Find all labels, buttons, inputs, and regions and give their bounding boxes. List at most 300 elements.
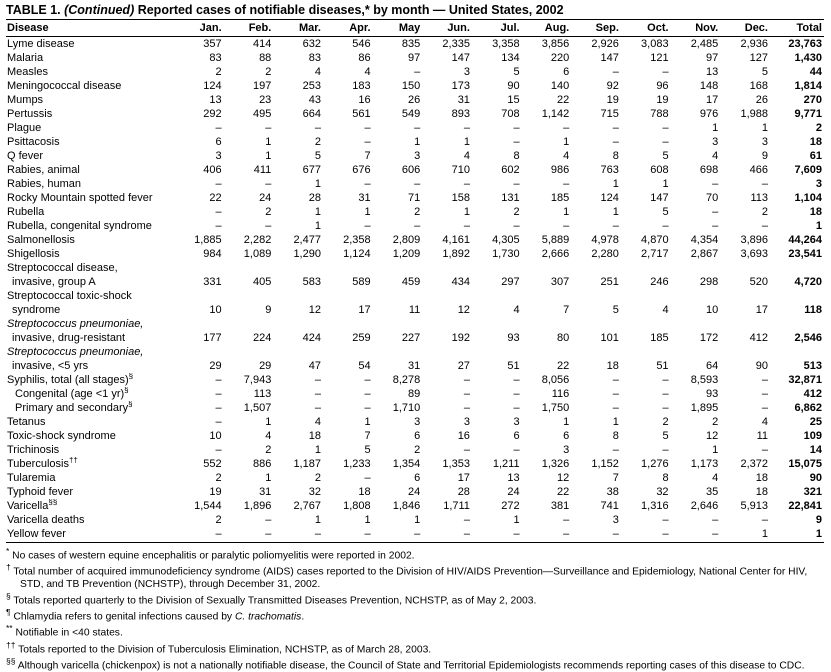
footnote-italic-term: C. trachomatis — [234, 611, 302, 623]
month-value: 86 — [358, 52, 371, 64]
month-value: 2,767 — [293, 500, 321, 512]
month-value: 15 — [507, 94, 520, 106]
month-value: – — [662, 444, 669, 456]
col-header-total: Total — [770, 20, 824, 37]
disease-label-line2: Q fever — [7, 150, 44, 162]
month-value: 2 — [215, 514, 222, 526]
month-value: 26 — [755, 94, 768, 106]
month-value: 10 — [209, 430, 222, 442]
month-value: 2 — [314, 136, 321, 148]
month-value: 89 — [408, 388, 421, 400]
month-value: 13 — [209, 94, 222, 106]
disease-label — [6, 191, 174, 205]
month-value: – — [662, 388, 669, 400]
month-value: – — [662, 122, 669, 134]
total-value: 412 — [803, 388, 822, 400]
month-value: 90 — [755, 360, 768, 372]
table-row — [6, 485, 824, 499]
month-value: – — [215, 388, 222, 400]
month-value: – — [563, 514, 570, 526]
month-value: 1,892 — [442, 248, 470, 260]
month-value: 150 — [401, 80, 421, 92]
month-value: – — [414, 66, 421, 78]
disease-label — [6, 177, 174, 191]
month-value: – — [612, 66, 619, 78]
month-value: 127 — [749, 52, 768, 64]
total-value: 23,763 — [788, 38, 822, 50]
month-value: 2 — [414, 206, 421, 218]
total-value: 513 — [803, 360, 822, 372]
col-header-jun: Jun. — [422, 20, 472, 37]
month-value: 11 — [756, 430, 768, 442]
month-value: 1,750 — [541, 402, 570, 414]
month-value: 1 — [563, 206, 570, 218]
month-value: 1,507 — [243, 402, 272, 414]
footnote: § Totals reported quarterly to the Division of Sexually Transmitted Diseases Prevention, NCHSTP, as of May 2, 2003. — [6, 590, 537, 606]
month-value: 22 — [557, 360, 570, 372]
table-row — [6, 289, 824, 317]
month-value: 1,142 — [541, 108, 570, 120]
month-value: 1,710 — [392, 402, 421, 414]
month-value: 19 — [606, 94, 619, 106]
month-value: 31 — [408, 360, 421, 372]
col-header-jul: Jul. — [472, 20, 522, 37]
table-row — [6, 429, 824, 443]
month-value: – — [571, 527, 621, 543]
month-value: 1,089 — [243, 248, 272, 260]
month-value: 32 — [656, 486, 669, 498]
total-value: 44 — [809, 66, 822, 78]
month-value: 5 — [364, 444, 371, 456]
month-value: 1 — [712, 444, 719, 456]
month-value: – — [463, 122, 470, 134]
month-value: 12 — [705, 430, 719, 442]
month-value: – — [463, 178, 470, 190]
month-value: 10 — [705, 304, 719, 316]
month-value: 835 — [401, 38, 421, 50]
month-value: 1,711 — [443, 500, 470, 512]
disease-label-line1: Streptococcus pneumoniae, — [7, 318, 144, 330]
month-value: – — [513, 136, 520, 148]
month-value: 28 — [308, 192, 321, 204]
month-value: 2,867 — [690, 248, 719, 260]
disease-label — [6, 471, 174, 485]
table-row — [6, 233, 824, 247]
month-value: – — [215, 178, 222, 190]
month-value: – — [265, 220, 272, 232]
disease-label — [6, 135, 174, 149]
month-value: 18 — [755, 486, 768, 498]
disease-label — [6, 219, 174, 233]
table-row — [6, 345, 824, 373]
month-value: 2,926 — [591, 38, 619, 50]
disease-label — [6, 345, 174, 373]
month-value: 192 — [451, 332, 470, 344]
col-header-aug: Aug. — [522, 20, 572, 37]
footnote: ** Notifiable in <40 states. — [6, 623, 123, 639]
month-value: – — [273, 527, 323, 543]
month-value: – — [513, 388, 520, 400]
month-value: 172 — [699, 332, 719, 344]
total-value: 109 — [803, 430, 822, 442]
table-row — [6, 177, 824, 191]
month-value: 64 — [705, 360, 719, 372]
disease-label-line2: Yellow fever — [7, 528, 66, 540]
total-value: 23,541 — [788, 248, 822, 260]
table-row — [6, 443, 824, 457]
table-row — [6, 401, 824, 415]
month-value: 3,693 — [740, 248, 768, 260]
disease-label-line1: Streptococcal toxic-shock — [7, 290, 132, 302]
disease-label — [6, 79, 174, 93]
month-value: 5 — [513, 66, 520, 78]
month-value: 602 — [501, 164, 520, 176]
month-value: 83 — [209, 52, 222, 64]
disease-label — [6, 51, 174, 65]
month-value: – — [612, 402, 619, 414]
month-value: – — [712, 220, 719, 232]
month-value: 3 — [612, 514, 619, 526]
month-value: – — [761, 220, 768, 232]
month-value: 520 — [749, 276, 768, 288]
month-value: 54 — [358, 360, 371, 372]
month-value: 4 — [662, 304, 669, 316]
header-row — [6, 20, 824, 37]
month-value: – — [215, 416, 222, 428]
total-value: 118 — [804, 304, 822, 316]
month-value: – — [761, 402, 768, 414]
month-value: – — [612, 136, 619, 148]
month-value: – — [612, 444, 619, 456]
month-value: 80 — [557, 332, 570, 344]
month-value: 7 — [612, 472, 619, 484]
disease-label — [6, 373, 174, 387]
month-value: 1,353 — [442, 458, 470, 470]
month-value: 788 — [650, 108, 669, 120]
month-value: 31 — [259, 486, 272, 498]
table-row — [6, 65, 824, 79]
month-value: 17 — [358, 304, 371, 316]
table-row — [6, 79, 824, 93]
table-row — [6, 37, 824, 52]
month-value: – — [761, 444, 768, 456]
table-row — [6, 107, 824, 121]
month-value: 17 — [755, 304, 768, 316]
month-value: 2,280 — [591, 248, 619, 260]
month-value: 97 — [408, 52, 421, 64]
month-value: 4,870 — [641, 234, 669, 246]
month-value: 5 — [662, 150, 669, 162]
month-value: 2,477 — [293, 234, 321, 246]
month-value: 7,943 — [243, 374, 272, 386]
month-value: 168 — [749, 80, 768, 92]
col-header-nov: Nov. — [671, 20, 721, 37]
disease-label — [6, 37, 174, 52]
total-value: 61 — [809, 150, 822, 162]
month-value: 986 — [550, 164, 570, 176]
month-value: 18 — [308, 430, 321, 442]
month-value: 886 — [252, 458, 272, 470]
month-value: – — [612, 122, 619, 134]
month-value: 1,354 — [392, 458, 421, 470]
month-value: 331 — [203, 276, 222, 288]
month-value: 253 — [302, 80, 321, 92]
month-value: 1,152 — [591, 458, 619, 470]
month-value: – — [612, 388, 619, 400]
month-value: 47 — [308, 360, 321, 372]
month-value: 763 — [600, 164, 619, 176]
month-value: – — [662, 220, 669, 232]
month-value: 2 — [265, 444, 272, 456]
month-value: 4,978 — [591, 234, 619, 246]
month-value: 3 — [414, 150, 421, 162]
disease-label — [6, 415, 174, 429]
month-value: 11 — [408, 304, 421, 316]
month-value: 1 — [414, 514, 421, 526]
total-value: 3 — [815, 178, 822, 190]
table-row — [6, 261, 824, 289]
month-value: 24 — [259, 192, 272, 204]
disease-label — [6, 387, 174, 401]
month-value: 71 — [408, 192, 421, 204]
month-value: 29 — [209, 360, 222, 372]
disease-label-line2: Pertussis — [7, 108, 53, 120]
table-row — [6, 191, 824, 205]
month-value: 632 — [302, 38, 321, 50]
month-value: 140 — [550, 80, 570, 92]
month-value: 292 — [203, 108, 222, 120]
month-value: 18 — [606, 360, 619, 372]
total-value: 90 — [809, 472, 822, 484]
footnote-symbol: ¶ — [6, 606, 11, 617]
table-row — [6, 51, 824, 65]
total-value: 1 — [815, 220, 822, 232]
month-value: 1 — [265, 416, 272, 428]
month-value: 298 — [699, 276, 719, 288]
month-value: 6 — [563, 430, 570, 442]
disease-label-line2: Mumps — [7, 94, 44, 106]
month-value: 4,305 — [492, 234, 520, 246]
month-value: – — [414, 178, 421, 190]
total-value: 1,814 — [794, 80, 822, 92]
month-value: 1,211 — [492, 458, 520, 470]
month-value: 4 — [265, 430, 272, 442]
month-value: – — [314, 388, 321, 400]
table-title — [6, 3, 824, 17]
month-value: 259 — [352, 332, 371, 344]
month-value: 121 — [650, 52, 669, 64]
disease-label-line2: Rubella — [7, 206, 45, 218]
footnote-symbol: §§ — [6, 655, 16, 666]
month-value: 88 — [259, 52, 272, 64]
month-value: – — [563, 178, 570, 190]
col-header-dec: Dec. — [720, 20, 770, 37]
footnote-symbol: † — [6, 562, 11, 573]
month-value: – — [364, 402, 371, 414]
table-title-continued: (Continued) — [64, 3, 135, 17]
month-value: 8 — [612, 150, 619, 162]
month-value: – — [612, 220, 619, 232]
month-value: 1 — [265, 136, 272, 148]
footnote: ¶ Chlamydia refers to genital infections caused by C. trachomatis. — [6, 606, 305, 623]
month-value: 97 — [705, 52, 719, 64]
col-header-oct: Oct. — [621, 20, 671, 37]
disease-label — [6, 233, 174, 247]
month-value: 495 — [252, 108, 272, 120]
month-value: 6 — [414, 472, 421, 484]
month-value: 8 — [612, 430, 619, 442]
disease-label — [6, 121, 174, 135]
table-row — [6, 471, 824, 485]
month-value: 70 — [705, 192, 719, 204]
month-value: 8,056 — [541, 374, 570, 386]
month-value: 5 — [761, 66, 768, 78]
month-value: 698 — [699, 164, 719, 176]
total-value: 15,075 — [788, 458, 822, 470]
col-header-mar: Mar. — [273, 20, 323, 37]
month-value: 1,173 — [690, 458, 719, 470]
notifiable-diseases-table — [6, 19, 824, 543]
month-value: 272 — [501, 500, 520, 512]
month-value: 31 — [457, 94, 470, 106]
disease-label — [6, 443, 174, 457]
month-value: 12 — [308, 304, 321, 316]
month-value: 984 — [203, 248, 222, 260]
month-value: 19 — [209, 486, 222, 498]
footnote-symbol: †† — [6, 639, 16, 650]
month-value: 3 — [712, 136, 719, 148]
table-row — [6, 219, 824, 233]
month-value: 92 — [606, 80, 619, 92]
month-value: 1 — [612, 416, 619, 428]
disease-label — [6, 247, 174, 261]
month-value: 1,316 — [641, 500, 669, 512]
disease-label-line2: Shigellosis — [7, 248, 60, 260]
month-value: 147 — [600, 52, 619, 64]
month-value: 197 — [252, 80, 272, 92]
month-value: 5 — [314, 150, 321, 162]
month-value: 424 — [302, 332, 321, 344]
month-value: 113 — [750, 192, 768, 204]
disease-label — [6, 429, 174, 443]
footnote-marker: § — [128, 373, 134, 381]
month-value: 1 — [314, 178, 321, 190]
disease-label-line2: Plague — [7, 122, 42, 134]
month-value: – — [422, 527, 472, 543]
month-value: – — [364, 388, 371, 400]
month-value: 177 — [203, 332, 222, 344]
footnote-symbol: ** — [6, 623, 13, 634]
disease-label — [6, 149, 174, 163]
month-value: 589 — [352, 276, 371, 288]
month-value: 4,354 — [690, 234, 719, 246]
month-value: 4 — [712, 472, 719, 484]
month-value: 4,161 — [442, 234, 470, 246]
month-value: 12 — [557, 472, 570, 484]
disease-label-line1: Streptococcal disease, — [7, 262, 118, 274]
month-value: 23 — [259, 94, 272, 106]
month-value: 1,730 — [492, 248, 520, 260]
month-value: 28 — [457, 486, 470, 498]
month-value: 113 — [253, 388, 272, 400]
month-value: 17 — [705, 94, 719, 106]
month-value: 1 — [563, 136, 570, 148]
table-row — [6, 457, 824, 471]
disease-label-line2: Congenital (age <1 yr)§ — [15, 387, 129, 400]
month-value: 16 — [457, 430, 470, 442]
footnote-marker: †† — [68, 457, 78, 465]
disease-label-line2: Varicella§§ — [7, 499, 58, 512]
table-row — [6, 163, 824, 177]
month-value: 93 — [705, 388, 719, 400]
month-value: – — [463, 402, 470, 414]
month-value: 2 — [265, 206, 272, 218]
month-value: 101 — [600, 332, 619, 344]
footnote: * No cases of western equine encephalitis or paralytic poliomyelitis were reported in 2002. — [6, 546, 415, 562]
month-value: – — [712, 514, 719, 526]
disease-label — [6, 205, 174, 219]
footnote: † Total number of acquired immunodeficiency syndrome (AIDS) cases reported to the Division of HIV/AIDS Prevention—Surveillance and Epidemiology, National Center for HIV, STD, and TB Prevention (NCHSTP), through December 31, 2002. — [6, 562, 808, 590]
month-value: 1,326 — [541, 458, 570, 470]
table-body — [6, 37, 824, 543]
month-value: 307 — [550, 276, 570, 288]
footnote: §§ Although varicella (chickenpox) is not a nationally notifiable disease, the Council of State and Territorial Epidemiologists recommends reporting cases of this disease to CDC. — [6, 655, 805, 672]
total-value: 18 — [809, 206, 822, 218]
month-value: – — [265, 178, 272, 190]
month-value: 251 — [600, 276, 619, 288]
month-value: 24 — [507, 486, 520, 498]
disease-label-line2: Tularemia — [7, 472, 56, 484]
total-value: 14 — [809, 444, 822, 456]
total-value: 321 — [803, 486, 822, 498]
table-row — [6, 373, 824, 387]
month-value: – — [761, 374, 768, 386]
month-value: – — [414, 122, 421, 134]
disease-label-line2: Malaria — [7, 52, 44, 64]
total-value: 9 — [815, 514, 822, 526]
month-value: 2,485 — [690, 38, 719, 50]
disease-label-line2: syndrome — [12, 304, 61, 316]
month-value: 10 — [209, 304, 222, 316]
month-value: 43 — [308, 94, 321, 106]
month-value: – — [671, 527, 721, 543]
month-value: 90 — [507, 80, 520, 92]
month-value: 741 — [600, 500, 619, 512]
total-value: 32,871 — [788, 374, 822, 386]
month-value: 246 — [650, 276, 669, 288]
disease-label-line2: Tuberculosis†† — [7, 457, 78, 470]
disease-label-line2: invasive, drug-resistant — [12, 332, 126, 344]
month-value: 12 — [457, 304, 470, 316]
month-value: 6 — [215, 136, 222, 148]
disease-label — [6, 163, 174, 177]
month-value: – — [463, 388, 470, 400]
disease-label-line2: Measles — [7, 66, 48, 78]
month-value: 606 — [401, 164, 421, 176]
month-value: 3 — [463, 66, 470, 78]
month-value: 677 — [302, 164, 321, 176]
month-value: 406 — [203, 164, 222, 176]
month-value: 1 — [463, 136, 470, 148]
month-value: 552 — [203, 458, 222, 470]
month-value: – — [215, 374, 222, 386]
month-value: 4 — [563, 150, 570, 162]
month-value: 3 — [414, 416, 421, 428]
table-row — [6, 135, 824, 149]
month-value: – — [323, 527, 373, 543]
month-value: 22 — [557, 94, 570, 106]
disease-label-line2: Rabies, animal — [7, 164, 80, 176]
